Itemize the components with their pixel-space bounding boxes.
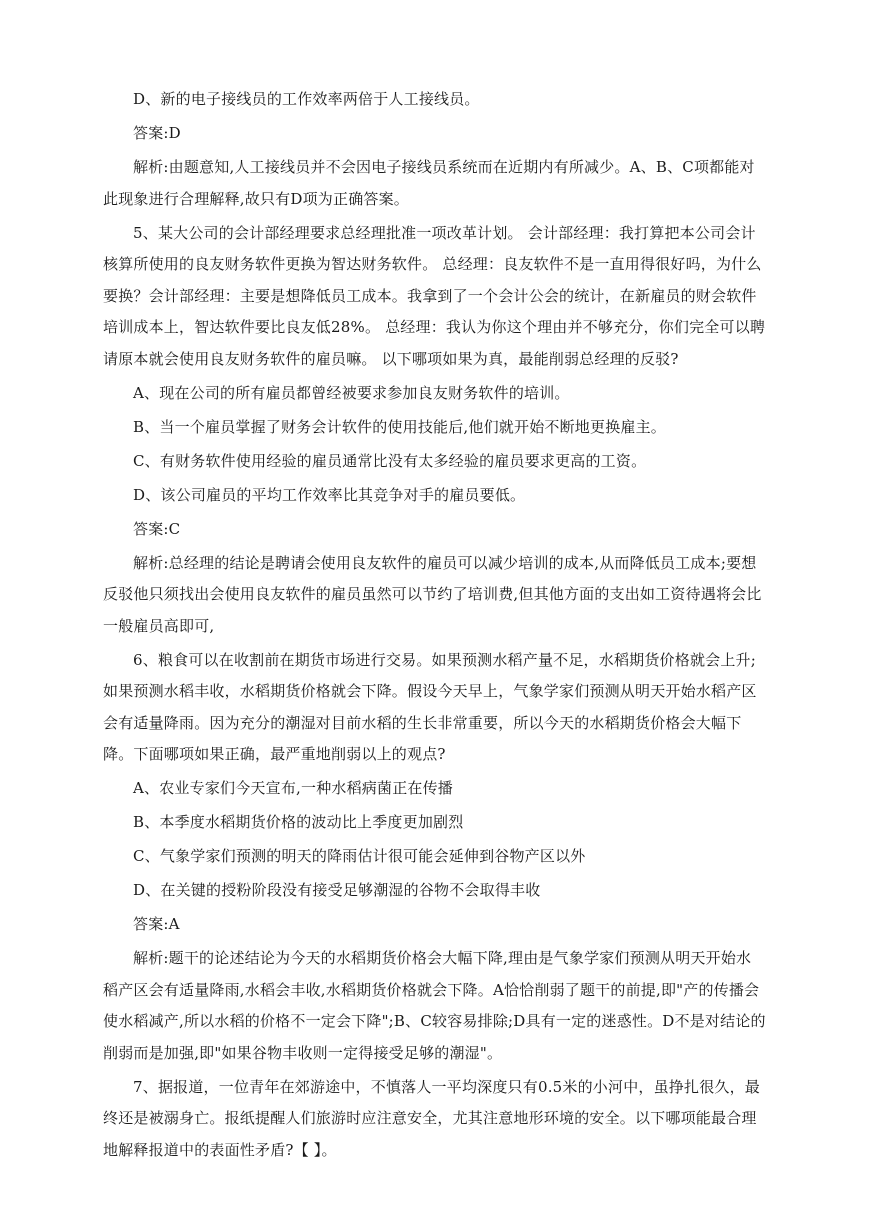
- answer-q5: 答案:C: [133, 519, 181, 538]
- analysis-q5: 解析:总经理的结论是聘请会使用良友软件的雇员可以减少培训的成本,从而降低员工成本;要想反驳他只须找出会使用良友软件的雇员虽然可以节约了培训费,但其他方面的支出如工资待遇将会比一般雇员高即可,: [103, 553, 762, 635]
- question-5: 5、某大公司的会计部经理要求总经理批准一项改革计划。 会计部经理：我打算把本公司会计核算所使用的良友财务软件更换为智达财务软件。 总经理：良友软件不是一直用得很好吗，为什么要换？会计部经理：主要是想降低员工成本。我拿到了一个会计公会的统计，在新雇员的财会软件培训成本上，智达软件要比良友低28%。 总经理：我认为你这个理由并不够充分，你们完全可以聘请原本就会使用良友财务软件的雇员嘛。 以下哪项如果为真，最能削弱总经理的反驳?: [103, 223, 766, 368]
- option-b-q5: B、当一个雇员掌握了财务会计软件的使用技能后,他们就开始不断地更换雇主。: [133, 417, 666, 436]
- option-c-q6: C、气象学家们预测的明天的降雨估计很可能会延伸到谷物产区以外: [133, 847, 586, 865]
- question-7: 7、据报道，一位青年在郊游途中，不慎落人一平均深度只有0.5米的小河中，虽挣扎很久，最终还是被溺身亡。报纸提醒人们旅游时应注意安全，尤其注意地形环境的安全。以下哪项能最合理地解释报道中的表面性矛盾?【 】。: [103, 1077, 761, 1159]
- option-a-q5: A、现在公司的所有雇员都曾经被要求参加良友财务软件的培训。: [133, 383, 570, 402]
- option-d-q4: D、新的电子接线员的工作效率两倍于人工接线员。: [133, 90, 480, 108]
- analysis-q4: 解析:由题意知,人工接线员并不会因电子接线员系统而在近期内有所减少。A、B、C项都能对此现象进行合理解释,故只有D项为正确答案。: [103, 158, 755, 208]
- option-d-q6: D、在关键的授粉阶段没有接受足够潮湿的谷物不会取得丰收: [133, 881, 541, 899]
- option-d-q5: D、该公司雇员的平均工作效率比其竞争对手的雇员要低。: [133, 485, 526, 504]
- option-a-q6: A、农业专家们今天宣布,一种水稻病菌正在传播: [133, 779, 454, 797]
- question-6: 6、粮食可以在收割前在期货市场进行交易。如果预测水稻产量不足，水稻期货价格就会上升;如果预测水稻丰收，水稻期货价格就会下降。假设今天早上，气象学家们预测从明天开始水稻产区会有适量降雨。因为充分的潮湿对目前水稻的生长非常重要，所以今天的水稻期货价格会大幅下降。下面哪项如果正确，最严重地削弱以上的观点?: [103, 650, 757, 763]
- answer-q4: 答案:D: [133, 124, 181, 142]
- option-c-q5: C、有财务软件使用经验的雇员通常比没有太多经验的雇员要求更高的工资。: [133, 451, 647, 470]
- answer-q6: 答案:A: [133, 915, 180, 933]
- analysis-q6: 解析:题干的论述结论为今天的水稻期货价格会大幅下降,理由是气象学家们预测从明天开始水稻产区会有适量降雨,水稻会丰收,水稻期货价格就会下降。A恰恰削弱了题干的前提,即"产的传播会使水稻减产,所以水稻的价格不一定会下降";B、C较容易排除;D具有一定的迷惑性。D不是对结论的削弱而是加强,即"如果谷物丰收则一定得接受足够的潮湿"。: [103, 949, 766, 1062]
- option-b-q6: B、本季度水稻期货价格的波动比上季度更加剧烈: [133, 813, 464, 831]
